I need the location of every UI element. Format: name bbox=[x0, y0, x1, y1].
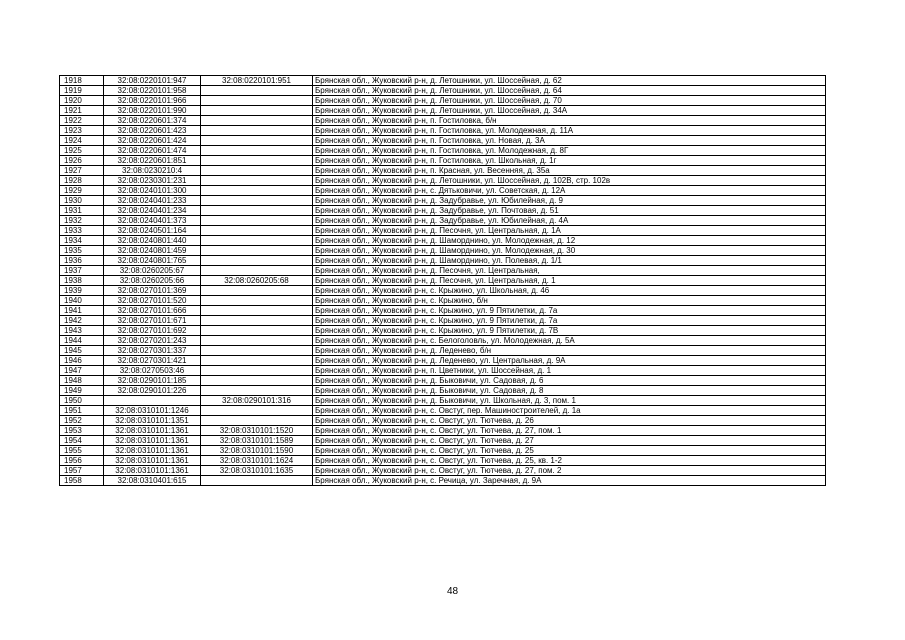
address-cell: Брянская обл., Жуковский р-н, д. Летошники, ул. Шоссейная, д. 64 bbox=[313, 86, 826, 96]
address-cell: Брянская обл., Жуковский р-н, п. Гостиловка, ул. Школьная, д. 1г bbox=[313, 156, 826, 166]
building-cadastral-number-cell bbox=[201, 96, 313, 106]
table-row bbox=[60, 276, 826, 286]
address-cell: Брянская обл., Жуковский р-н, с. Овстуг, ул. Тютчева, д. 27, пом. 1 bbox=[313, 426, 826, 436]
land-cadastral-number-cell: 32:08:0220601:374 bbox=[104, 116, 201, 126]
building-cadastral-number-cell: 32:08:0290101:316 bbox=[201, 396, 313, 406]
land-cadastral-number-cell: 32:08:0220601:423 bbox=[104, 126, 201, 136]
land-cadastral-number-cell: 32:08:0310101:1351 bbox=[104, 416, 201, 426]
row-number-cell: 1926 bbox=[60, 156, 104, 166]
table-row bbox=[60, 266, 826, 276]
row-number-cell: 1952 bbox=[60, 416, 104, 426]
building-cadastral-number-cell bbox=[201, 166, 313, 176]
address-cell: Брянская обл., Жуковский р-н, д. Шаморднино, ул. Молодежная, д. 30 bbox=[313, 246, 826, 256]
address-cell: Брянская обл., Жуковский р-н, п. Красная, ул. Весенняя, д. 35а bbox=[313, 166, 826, 176]
building-cadastral-number-cell bbox=[201, 176, 313, 186]
table-row bbox=[60, 236, 826, 246]
row-number-cell: 1946 bbox=[60, 356, 104, 366]
land-cadastral-number-cell: 32:08:0240101:300 bbox=[104, 186, 201, 196]
address-cell: Брянская обл., Жуковский р-н, д. Задубравье, ул. Юбилейная, д. 4А bbox=[313, 216, 826, 226]
row-number-cell: 1945 bbox=[60, 346, 104, 356]
table-row bbox=[60, 456, 826, 466]
land-cadastral-number-cell bbox=[104, 396, 201, 406]
row-number-cell: 1919 bbox=[60, 86, 104, 96]
address-cell: Брянская обл., Жуковский р-н, п. Цветники, ул. Шоссейная, д. 1 bbox=[313, 366, 826, 376]
row-number-cell: 1930 bbox=[60, 196, 104, 206]
land-cadastral-number-cell: 32:08:0310401:615 bbox=[104, 476, 201, 486]
row-number-cell: 1936 bbox=[60, 256, 104, 266]
address-cell: Брянская обл., Жуковский р-н, д. Летошники, ул. Шоссейная, д. 70 bbox=[313, 96, 826, 106]
building-cadastral-number-cell bbox=[201, 196, 313, 206]
land-cadastral-number-cell: 32:08:0260205:66 bbox=[104, 276, 201, 286]
table-row bbox=[60, 126, 826, 136]
row-number-cell: 1958 bbox=[60, 476, 104, 486]
row-number-cell: 1935 bbox=[60, 246, 104, 256]
table-row bbox=[60, 306, 826, 316]
table-row bbox=[60, 226, 826, 236]
table-row bbox=[60, 416, 826, 426]
address-cell: Брянская обл., Жуковский р-н, д. Летошники, ул. Шоссейная, д. 102В, стр. 102в bbox=[313, 176, 826, 186]
table-row bbox=[60, 176, 826, 186]
land-cadastral-number-cell: 32:08:0270101:666 bbox=[104, 306, 201, 316]
land-cadastral-number-cell: 32:08:0240501:164 bbox=[104, 226, 201, 236]
address-cell: Брянская обл., Жуковский р-н, д. Леденево, ул. Центральная, д. 9А bbox=[313, 356, 826, 366]
row-number-cell: 1956 bbox=[60, 456, 104, 466]
row-number-cell: 1920 bbox=[60, 96, 104, 106]
address-cell: Брянская обл., Жуковский р-н, д. Леденево, б/н bbox=[313, 346, 826, 356]
building-cadastral-number-cell bbox=[201, 346, 313, 356]
row-number-cell: 1938 bbox=[60, 276, 104, 286]
address-cell: Брянская обл., Жуковский р-н, п. Гостиловка, ул. Молодежная, д. 11А bbox=[313, 126, 826, 136]
address-cell: Брянская обл., Жуковский р-н, с. Дятьковичи, ул. Советская, д. 12А bbox=[313, 186, 826, 196]
table-row bbox=[60, 426, 826, 436]
land-cadastral-number-cell: 32:08:0220101:966 bbox=[104, 96, 201, 106]
building-cadastral-number-cell bbox=[201, 296, 313, 306]
table-row bbox=[60, 286, 826, 296]
building-cadastral-number-cell bbox=[201, 206, 313, 216]
table-row bbox=[60, 156, 826, 166]
address-cell: Брянская обл., Жуковский р-н, с. Крыжино, ул. 9 Пятилетки, д. 7а bbox=[313, 306, 826, 316]
row-number-cell: 1918 bbox=[60, 76, 104, 86]
row-number-cell: 1934 bbox=[60, 236, 104, 246]
address-cell: Брянская обл., Жуковский р-н, д. Песочня, ул. Центральная, д. 1 bbox=[313, 276, 826, 286]
table-row bbox=[60, 116, 826, 126]
row-number-cell: 1931 bbox=[60, 206, 104, 216]
land-cadastral-number-cell: 32:08:0270101:369 bbox=[104, 286, 201, 296]
building-cadastral-number-cell bbox=[201, 126, 313, 136]
building-cadastral-number-cell bbox=[201, 316, 313, 326]
building-cadastral-number-cell bbox=[201, 136, 313, 146]
table-row bbox=[60, 146, 826, 156]
building-cadastral-number-cell bbox=[201, 356, 313, 366]
land-cadastral-number-cell: 32:08:0220601:424 bbox=[104, 136, 201, 146]
land-cadastral-number-cell: 32:08:0270201:243 bbox=[104, 336, 201, 346]
land-cadastral-number-cell: 32:08:0270101:520 bbox=[104, 296, 201, 306]
building-cadastral-number-cell: 32:08:0310101:1635 bbox=[201, 466, 313, 476]
row-number-cell: 1927 bbox=[60, 166, 104, 176]
table-row bbox=[60, 396, 826, 406]
row-number-cell: 1951 bbox=[60, 406, 104, 416]
row-number-cell: 1928 bbox=[60, 176, 104, 186]
land-cadastral-number-cell: 32:08:0310101:1361 bbox=[104, 426, 201, 436]
land-cadastral-number-cell: 32:08:0240401:373 bbox=[104, 216, 201, 226]
land-cadastral-number-cell: 32:08:0310101:1361 bbox=[104, 456, 201, 466]
building-cadastral-number-cell bbox=[201, 256, 313, 266]
address-cell: Брянская обл., Жуковский р-н, д. Летошники, ул. Шоссейная, д. 34А bbox=[313, 106, 826, 116]
land-cadastral-number-cell: 32:08:0230301:231 bbox=[104, 176, 201, 186]
building-cadastral-number-cell bbox=[201, 476, 313, 486]
land-cadastral-number-cell: 32:08:0270301:421 bbox=[104, 356, 201, 366]
table-row bbox=[60, 346, 826, 356]
land-cadastral-number-cell: 32:08:0230210:4 bbox=[104, 166, 201, 176]
table-row bbox=[60, 106, 826, 116]
address-cell: Брянская обл., Жуковский р-н, д. Шаморднино, ул. Молодежная, д. 12 bbox=[313, 236, 826, 246]
row-number-cell: 1937 bbox=[60, 266, 104, 276]
table-row bbox=[60, 466, 826, 476]
building-cadastral-number-cell bbox=[201, 406, 313, 416]
table-row bbox=[60, 196, 826, 206]
table-row bbox=[60, 186, 826, 196]
building-cadastral-number-cell bbox=[201, 366, 313, 376]
building-cadastral-number-cell bbox=[201, 336, 313, 346]
row-number-cell: 1942 bbox=[60, 316, 104, 326]
building-cadastral-number-cell bbox=[201, 236, 313, 246]
land-cadastral-number-cell: 32:08:0310101:1361 bbox=[104, 436, 201, 446]
land-cadastral-number-cell: 32:08:0290101:226 bbox=[104, 386, 201, 396]
address-cell: Брянская обл., Жуковский р-н, с. Овстуг, ул. Тютчева, д. 25 bbox=[313, 446, 826, 456]
address-cell: Брянская обл., Жуковский р-н, с. Овстуг, ул. Тютчева, д. 25, кв. 1-2 bbox=[313, 456, 826, 466]
table-row bbox=[60, 206, 826, 216]
building-cadastral-number-cell bbox=[201, 216, 313, 226]
address-cell: Брянская обл., Жуковский р-н, п. Гостиловка, ул. Молодежная, д. 8Г bbox=[313, 146, 826, 156]
row-number-cell: 1953 bbox=[60, 426, 104, 436]
property-table bbox=[59, 75, 826, 486]
row-number-cell: 1957 bbox=[60, 466, 104, 476]
building-cadastral-number-cell bbox=[201, 226, 313, 236]
address-cell: Брянская обл., Жуковский р-н, п. Гостиловка, ул. Новая, д. 3А bbox=[313, 136, 826, 146]
address-cell: Брянская обл., Жуковский р-н, д. Песочня, ул. Центральная, д. 1А bbox=[313, 226, 826, 236]
address-cell: Брянская обл., Жуковский р-н, с. Крыжино, ул. Школьная, д. 46 bbox=[313, 286, 826, 296]
table-row bbox=[60, 336, 826, 346]
building-cadastral-number-cell bbox=[201, 86, 313, 96]
table-row bbox=[60, 436, 826, 446]
address-cell: Брянская обл., Жуковский р-н, д. Шаморднино, ул. Полевая, д. 1/1 bbox=[313, 256, 826, 266]
address-cell: Брянская обл., Жуковский р-н, с. Крыжино, б/н bbox=[313, 296, 826, 306]
building-cadastral-number-cell bbox=[201, 266, 313, 276]
land-cadastral-number-cell: 32:08:0240801:459 bbox=[104, 246, 201, 256]
land-cadastral-number-cell: 32:08:0270301:337 bbox=[104, 346, 201, 356]
building-cadastral-number-cell bbox=[201, 116, 313, 126]
land-cadastral-number-cell: 32:08:0240801:765 bbox=[104, 256, 201, 266]
row-number-cell: 1925 bbox=[60, 146, 104, 156]
address-cell: Брянская обл., Жуковский р-н, д. Задубравье, ул. Почтовая, д. 51 bbox=[313, 206, 826, 216]
land-cadastral-number-cell: 32:08:0220101:947 bbox=[104, 76, 201, 86]
building-cadastral-number-cell bbox=[201, 156, 313, 166]
address-cell: Брянская обл., Жуковский р-н, д. Быковичи, ул. Садовая, д. 6 bbox=[313, 376, 826, 386]
land-cadastral-number-cell: 32:08:0270101:692 bbox=[104, 326, 201, 336]
land-cadastral-number-cell: 32:08:0240401:234 bbox=[104, 206, 201, 216]
table-row bbox=[60, 366, 826, 376]
row-number-cell: 1947 bbox=[60, 366, 104, 376]
row-number-cell: 1949 bbox=[60, 386, 104, 396]
building-cadastral-number-cell: 32:08:0310101:1520 bbox=[201, 426, 313, 436]
land-cadastral-number-cell: 32:08:0240801:440 bbox=[104, 236, 201, 246]
table-row bbox=[60, 406, 826, 416]
address-cell: Брянская обл., Жуковский р-н, с. Овстуг, ул. Тютчева, д. 26 bbox=[313, 416, 826, 426]
address-cell: Брянская обл., Жуковский р-н, с. Крыжино, ул. 9 Пятилетки, д. 7а bbox=[313, 316, 826, 326]
table-row bbox=[60, 256, 826, 266]
building-cadastral-number-cell bbox=[201, 186, 313, 196]
building-cadastral-number-cell bbox=[201, 146, 313, 156]
building-cadastral-number-cell: 32:08:0310101:1590 bbox=[201, 446, 313, 456]
page-number: 48 bbox=[446, 586, 459, 597]
land-cadastral-number-cell: 32:08:0310101:1246 bbox=[104, 406, 201, 416]
row-number-cell: 1944 bbox=[60, 336, 104, 346]
row-number-cell: 1924 bbox=[60, 136, 104, 146]
building-cadastral-number-cell bbox=[201, 416, 313, 426]
row-number-cell: 1933 bbox=[60, 226, 104, 236]
land-cadastral-number-cell: 32:08:0290101:185 bbox=[104, 376, 201, 386]
table-row bbox=[60, 166, 826, 176]
land-cadastral-number-cell: 32:08:0220601:851 bbox=[104, 156, 201, 166]
land-cadastral-number-cell: 32:08:0220101:958 bbox=[104, 86, 201, 96]
building-cadastral-number-cell bbox=[201, 286, 313, 296]
row-number-cell: 1940 bbox=[60, 296, 104, 306]
table-row bbox=[60, 356, 826, 366]
row-number-cell: 1929 bbox=[60, 186, 104, 196]
table-row bbox=[60, 216, 826, 226]
land-cadastral-number-cell: 32:08:0310101:1361 bbox=[104, 466, 201, 476]
building-cadastral-number-cell bbox=[201, 326, 313, 336]
table-row bbox=[60, 386, 826, 396]
building-cadastral-number-cell bbox=[201, 376, 313, 386]
building-cadastral-number-cell: 32:08:0260205:68 bbox=[201, 276, 313, 286]
row-number-cell: 1932 bbox=[60, 216, 104, 226]
address-cell: Брянская обл., Жуковский р-н, д. Быковичи, ул. Школьная, д. 3, пом. 1 bbox=[313, 396, 826, 406]
table-row bbox=[60, 76, 826, 86]
building-cadastral-number-cell bbox=[201, 246, 313, 256]
address-cell: Брянская обл., Жуковский р-н, д. Быковичи, ул. Садовая, д. 8 bbox=[313, 386, 826, 396]
building-cadastral-number-cell bbox=[201, 106, 313, 116]
table-row bbox=[60, 476, 826, 486]
row-number-cell: 1941 bbox=[60, 306, 104, 316]
row-number-cell: 1955 bbox=[60, 446, 104, 456]
table-row bbox=[60, 296, 826, 306]
land-cadastral-number-cell: 32:08:0220601:474 bbox=[104, 146, 201, 156]
table-row bbox=[60, 316, 826, 326]
land-cadastral-number-cell: 32:08:0270101:671 bbox=[104, 316, 201, 326]
address-cell: Брянская обл., Жуковский р-н, с. Крыжино, ул. 9 Пятилетки, д. 7В bbox=[313, 326, 826, 336]
table-row bbox=[60, 326, 826, 336]
table-row bbox=[60, 446, 826, 456]
address-cell: Брянская обл., Жуковский р-н, с. Овстуг, ул. Тютчева, д. 27, пом. 2 bbox=[313, 466, 826, 476]
row-number-cell: 1923 bbox=[60, 126, 104, 136]
row-number-cell: 1950 bbox=[60, 396, 104, 406]
land-cadastral-number-cell: 32:08:0240401:233 bbox=[104, 196, 201, 206]
building-cadastral-number-cell bbox=[201, 386, 313, 396]
land-cadastral-number-cell: 32:08:0260205:67 bbox=[104, 266, 201, 276]
address-cell: Брянская обл., Жуковский р-н, д. Песочня, ул. Центральная, bbox=[313, 266, 826, 276]
address-cell: Брянская обл., Жуковский р-н, п. Гостиловка, б/н bbox=[313, 116, 826, 126]
table-row bbox=[60, 376, 826, 386]
table-row bbox=[60, 96, 826, 106]
building-cadastral-number-cell: 32:08:0220101:951 bbox=[201, 76, 313, 86]
row-number-cell: 1921 bbox=[60, 106, 104, 116]
address-cell: Брянская обл., Жуковский р-н, д. Летошники, ул. Шоссейная, д. 62 bbox=[313, 76, 826, 86]
land-cadastral-number-cell: 32:08:0220101:990 bbox=[104, 106, 201, 116]
row-number-cell: 1939 bbox=[60, 286, 104, 296]
building-cadastral-number-cell: 32:08:0310101:1624 bbox=[201, 456, 313, 466]
row-number-cell: 1948 bbox=[60, 376, 104, 386]
table-row bbox=[60, 136, 826, 146]
address-cell: Брянская обл., Жуковский р-н, с. Белоголовль, ул. Молодежная, д. 5А bbox=[313, 336, 826, 346]
address-cell: Брянская обл., Жуковский р-н, с. Овстуг, ул. Тютчева, д. 27 bbox=[313, 436, 826, 446]
land-cadastral-number-cell: 32:08:0270503:46 bbox=[104, 366, 201, 376]
property-table-body bbox=[60, 76, 826, 486]
address-cell: Брянская обл., Жуковский р-н, д. Задубравье, ул. Юбилейная, д. 9 bbox=[313, 196, 826, 206]
row-number-cell: 1954 bbox=[60, 436, 104, 446]
building-cadastral-number-cell: 32:08:0310101:1589 bbox=[201, 436, 313, 446]
row-number-cell: 1943 bbox=[60, 326, 104, 336]
row-number-cell: 1922 bbox=[60, 116, 104, 126]
land-cadastral-number-cell: 32:08:0310101:1361 bbox=[104, 446, 201, 456]
table-row bbox=[60, 86, 826, 96]
address-cell: Брянская обл., Жуковский р-н, с. Овстуг, пер. Машиностроителей, д. 1а bbox=[313, 406, 826, 416]
table-row bbox=[60, 246, 826, 256]
address-cell: Брянская обл., Жуковский р-н, с. Речица, ул. Заречная, д. 9А bbox=[313, 476, 826, 486]
building-cadastral-number-cell bbox=[201, 306, 313, 316]
